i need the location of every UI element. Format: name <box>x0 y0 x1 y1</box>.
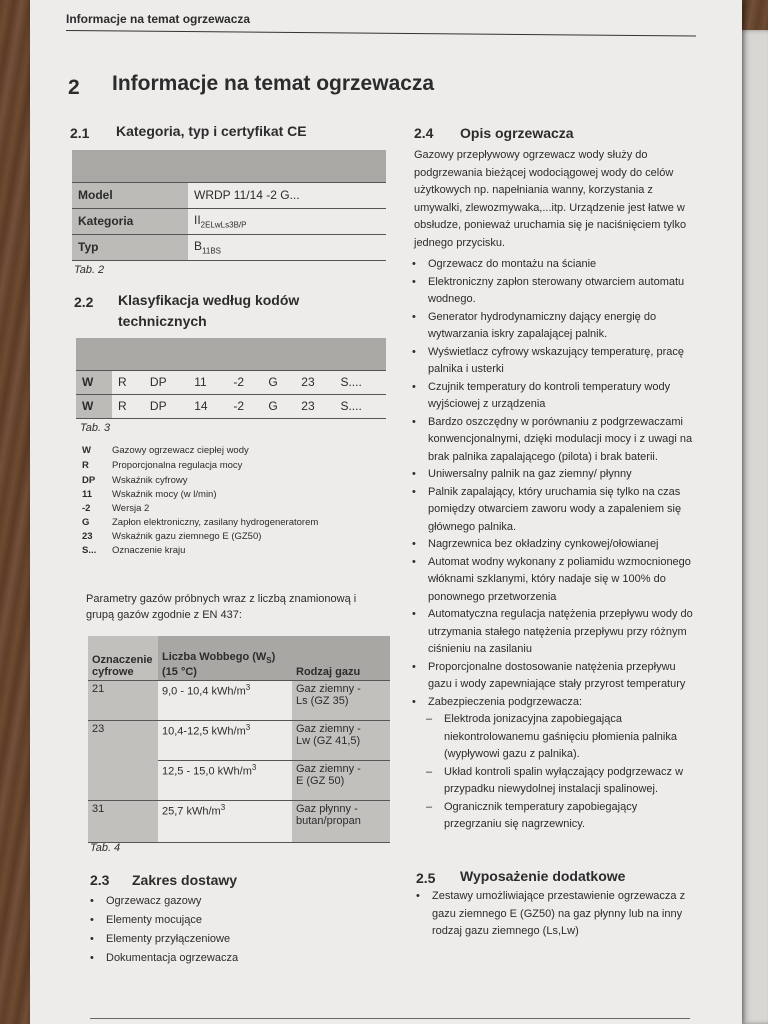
gas-code: 31 <box>88 800 158 842</box>
gas-type: Gaz ziemny - E (GZ 50) <box>292 760 390 800</box>
list-item: • Bardzo oszczędny w porównaniu z podgrzewaczami konwencjonalnymi, dzięki modulacji mocy i z uwagi na brak palnika zapalającego (pilota) i brak baterii. <box>410 414 715 467</box>
list-item: • Uniwersalny palnik na gaz ziemny/ płynny <box>410 466 715 484</box>
table-row <box>88 800 390 842</box>
section-2-5-number: 2.5 <box>416 870 436 886</box>
section-2-1-number: 2.1 <box>70 125 90 141</box>
code-cell: -2 <box>227 370 262 394</box>
list-item: • Palnik zapalający, który uruchamia się tylko na czas pomiędzy otwarciem zaworu wody a zapaleniem się głównego palnika. <box>410 484 715 537</box>
gas-type: Gaz ziemny - Ls (GZ 35) <box>292 680 390 720</box>
facing-page-edge <box>738 30 768 1024</box>
gas-type: Gaz płynny - butan/propan <box>292 800 390 842</box>
wobbe-value: 10,4-12,5 kWh/$m^3$ <box>158 720 292 760</box>
section-2-3-title: Zakres dostawy <box>132 872 238 888</box>
code-cell: 23 <box>295 370 334 394</box>
code-cell: DP <box>144 394 188 418</box>
chapter-number: 2 <box>68 76 80 99</box>
code-cell: 14 <box>188 394 227 418</box>
footer-rule <box>90 1018 690 1019</box>
legend-item: W Gazowy ogrzewacz ciepłej wody <box>82 445 249 456</box>
table-row <box>72 208 386 234</box>
section-2-4-title: Opis ogrzewacza <box>460 125 574 141</box>
legend-item: S... Oznaczenie kraju <box>82 545 186 556</box>
code-cell: G <box>262 394 295 418</box>
type-sub: 11BS <box>202 246 221 256</box>
wobbe-value: 9,0 - 10,4 kWh/$m^3$ <box>158 680 292 720</box>
list-item: • Generator hydrodynamiczny dający energię do wytwarzania iskry zapalającej palnik. <box>410 309 715 344</box>
row-label: Typ <box>72 234 188 260</box>
gas-code <box>88 760 158 800</box>
list-item: • Proporcjonalne dostosowanie natężenia przepływu gazu i wody zapewniające stały przyrost temperatury <box>410 659 715 694</box>
param-text: Parametry gazów próbnych wraz z liczbą znamionową i <box>86 593 357 605</box>
row-value <box>188 208 386 234</box>
legend-item: 23 Wskaźnik gazu ziemnego E (GZ50) <box>82 531 262 542</box>
table-row <box>76 394 386 418</box>
row-value: WRDP 11/14 -2 G... <box>188 182 386 208</box>
row-label: Kategoria <box>72 208 188 234</box>
code-cell: DP <box>144 370 188 394</box>
list-item: • Wyświetlacz cyfrowy wskazujący temperaturę, pracę palnika i usterki <box>410 344 715 379</box>
legend-item: 11 Wskaźnik mocy (w l/min) <box>82 489 217 500</box>
list-item: • Elementy mocujące <box>88 911 238 930</box>
code-cell: -2 <box>227 394 262 418</box>
accessories-list <box>414 888 714 941</box>
wobbe-value: 25,7 kWh/$m^3$ <box>158 800 292 842</box>
code-cell: S.... <box>334 370 386 394</box>
table-row <box>88 680 390 720</box>
list-item: • Automatyczna regulacja natężenia przepływu wody do utrzymania stałego natężenia przepływu przy różnym ciśnieniu na zasilaniu <box>410 606 715 659</box>
sub-list-item: – Układ kontroli spalin wyłączający podgrzewacz w przypadku niewydolnej instalacji spalinowej. <box>410 764 715 799</box>
list-item: • Czujnik temperatury do kontroli temperatury wody wyjściowej z urządzenia <box>410 379 715 414</box>
legend-item: G Zapłon elektroniczny, zasilany hydrogeneratorem <box>82 517 319 528</box>
list-item: • Automat wodny wykonany z poliamidu wzmocnionego włóknami szklanymi, który nadaje się w 100% do ponownego przetworzenia <box>410 554 715 607</box>
list-item: • Nagrzewnica bez okładziny cynkowej/ołowianej <box>410 536 715 554</box>
sub-list-item: – Elektroda jonizacyjna zapobiegająca niekontrolowanemu gaśnięciu płomienia palnika (wypływowi gazu z palnika). <box>410 711 715 764</box>
code-table <box>76 338 386 419</box>
table-row <box>72 234 386 260</box>
table-caption: Tab. 3 <box>80 422 111 434</box>
code-cell: S.... <box>334 394 386 418</box>
code-cell: G <box>262 370 295 394</box>
header-digital-code: Oznaczenie cyfrowe <box>88 636 158 680</box>
table-row <box>76 370 386 394</box>
section-2-4-number: 2.4 <box>414 125 434 141</box>
row-label: Model <box>72 182 188 208</box>
gas-table <box>88 636 390 843</box>
table-caption: Tab. 2 <box>74 264 105 276</box>
category-main: II <box>194 212 201 227</box>
type-main: B <box>194 238 203 253</box>
list-item: • Elektroniczny zapłon sterowany otwarciem automatu wodnego. <box>410 274 715 309</box>
section-2-5-title: Wyposażenie dodatkowe <box>460 868 626 884</box>
legend-item: R Proporcjonalna regulacja mocy <box>82 460 243 471</box>
chapter-title: Informacje na temat ogrzewacza <box>112 72 435 95</box>
section-2-2-number: 2.2 <box>74 294 94 310</box>
section-2-2-title-cont: technicznych <box>118 313 207 329</box>
wobbe-value: 12,5 - 15,0 kWh/$m^3$ <box>158 760 292 800</box>
section-2-1-title: Kategoria, typ i certyfikat CE <box>116 123 307 139</box>
list-item: • Elementy przyłączeniowe <box>88 930 238 949</box>
delivery-list <box>88 892 238 968</box>
header-wobbe: Liczba Wobbego $(W_S)$ (15 °C) <box>158 636 292 680</box>
code-cell: R <box>112 394 144 418</box>
gas-code: 23 <box>88 720 158 760</box>
code-cell: W <box>76 370 112 394</box>
legend-item: -2 Wersja 2 <box>82 503 150 514</box>
intro-paragraph: Gazowy przepływowy ogrzewacz wody służy do podgrzewania bieżącej wodociągowej wody do celów użytkowych np. napełniania wanny, korzystania z umywalki, zlewozmywaka,...itp. Urządzenie jest łatwe w obsłudze, ponieważ uruchamia się je naciśnięciem tylko jednego przycisku. <box>414 149 687 249</box>
features-list <box>410 256 715 834</box>
list-item: • Dokumentacja ogrzewacza <box>88 949 238 968</box>
row-value <box>188 234 386 260</box>
list-item: • Zestawy umożliwiające przestawienie ogrzewacza z gazu ziemnego E (GZ50) na gaz płynny lub na inny rodzaj gazu ziemnego (Ls,Lw) <box>414 888 714 941</box>
table-header <box>72 150 386 182</box>
category-table <box>72 150 386 261</box>
table-row <box>72 182 386 208</box>
sub-list-item: – Ogranicznik temperatury zapobiegający przegrzaniu się nagrzewnicy. <box>410 799 715 834</box>
gas-type: Gaz ziemny - Lw (GZ 41,5) <box>292 720 390 760</box>
section-2-2-title: Klasyfikacja według kodów <box>118 292 300 308</box>
category-sub: 2ELwLs3B/P <box>200 220 247 230</box>
gas-code: 21 <box>88 680 158 720</box>
list-item: • Ogrzewacz do montażu na ścianie <box>410 256 715 274</box>
code-cell: W <box>76 394 112 418</box>
table-row <box>88 760 390 800</box>
legend-item: DP Wskaźnik cyfrowy <box>82 475 188 486</box>
code-cell: R <box>112 370 144 394</box>
section-2-3-number: 2.3 <box>90 872 110 888</box>
code-cell: 11 <box>188 370 227 394</box>
header-gas-type: Rodzaj gazu <box>292 636 390 680</box>
gas-table-header <box>88 636 390 680</box>
list-item: • Ogrzewacz gazowy <box>88 892 238 911</box>
table-caption: Tab. 4 <box>90 842 121 854</box>
code-cell: 23 <box>295 394 334 418</box>
param-text-cont: grupą gazów zgodnie z EN 437: <box>86 609 242 621</box>
table-row <box>88 720 390 760</box>
running-header: Informacje na temat ogrzewacza <box>66 12 251 26</box>
list-item: • Zabezpieczenia podgrzewacza: <box>410 694 715 712</box>
table-header <box>76 338 386 370</box>
